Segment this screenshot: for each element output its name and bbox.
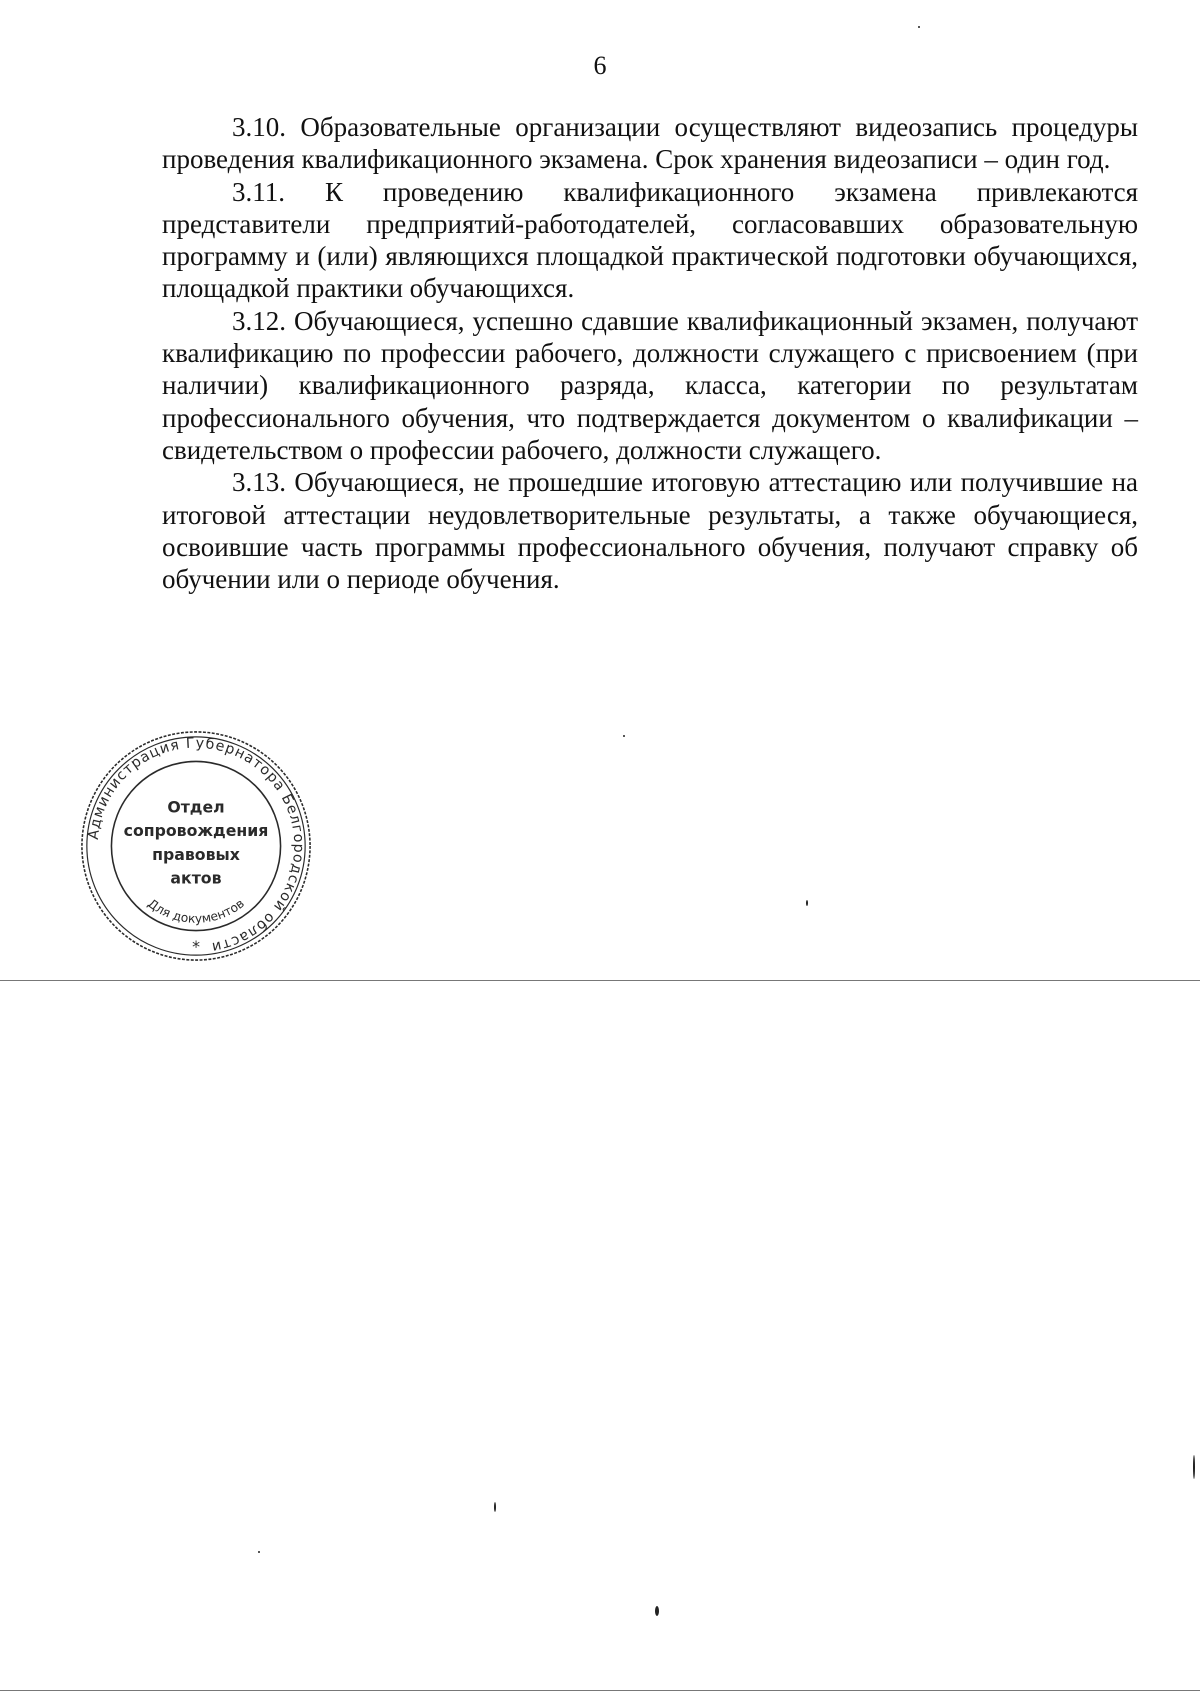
stamp-line-4: актов (170, 868, 222, 888)
scan-speck (918, 26, 920, 28)
scan-edge-line-upper (0, 980, 1200, 981)
stamp-line-3: правовых (152, 844, 240, 864)
page-number: 6 (593, 51, 607, 80)
scan-speck (258, 1551, 260, 1553)
paragraph-3-11: 3.11. К проведению квалификационного экзамена привлекаются представители предприятий-работодателей, согласовавших образовательную программу и (или) являющихся площадкой практической подготовки обучающихся, площадкой практики обучающихся. (162, 176, 1138, 304)
document-body (162, 111, 1138, 595)
stamp-line-2: сопровождения (123, 821, 269, 841)
scan-edge-line-lower (0, 1690, 1200, 1691)
paragraph-3-10: 3.10. Образовательные организации осуществляют видеозапись процедуры проведения квалификационного экзамена. Срок хранения видеозаписи – один год. (162, 112, 1138, 175)
stamp-ring-text: Администрация Губернатора Белгородской области (85, 735, 307, 956)
official-stamp (78, 728, 314, 964)
scan-speck (1193, 1455, 1195, 1479)
stamp-inner-arc: Для документов (145, 896, 247, 926)
scan-speck (494, 1502, 496, 1512)
stamp-center (124, 798, 269, 888)
paragraph-3-13: 3.13. Обучающиеся, не прошедшие итоговую аттестацию или получившие на итоговой аттестации неудовлетворительные результаты, а также обучающиеся, освоившие часть программы профессионального обучения, получают справку об обучении или о периоде обучения. (162, 467, 1138, 595)
scan-speck (623, 735, 625, 737)
paragraph-3-12: 3.12. Обучающиеся, успешно сдавшие квалификационный экзамен, получают квалификацию по профессии рабочего, должности служащего с присвоением (при наличии) квалификационного разряда, класса, категории по результатам профессионального обучения, что подтверждается документом о квалификации – свидетельством о профессии рабочего, должности служащего. (162, 305, 1138, 465)
stamp-line-1: Отдел (167, 797, 225, 817)
stamp-star: * (192, 937, 200, 957)
scan-speck (655, 1606, 659, 1616)
scan-speck (806, 900, 808, 906)
